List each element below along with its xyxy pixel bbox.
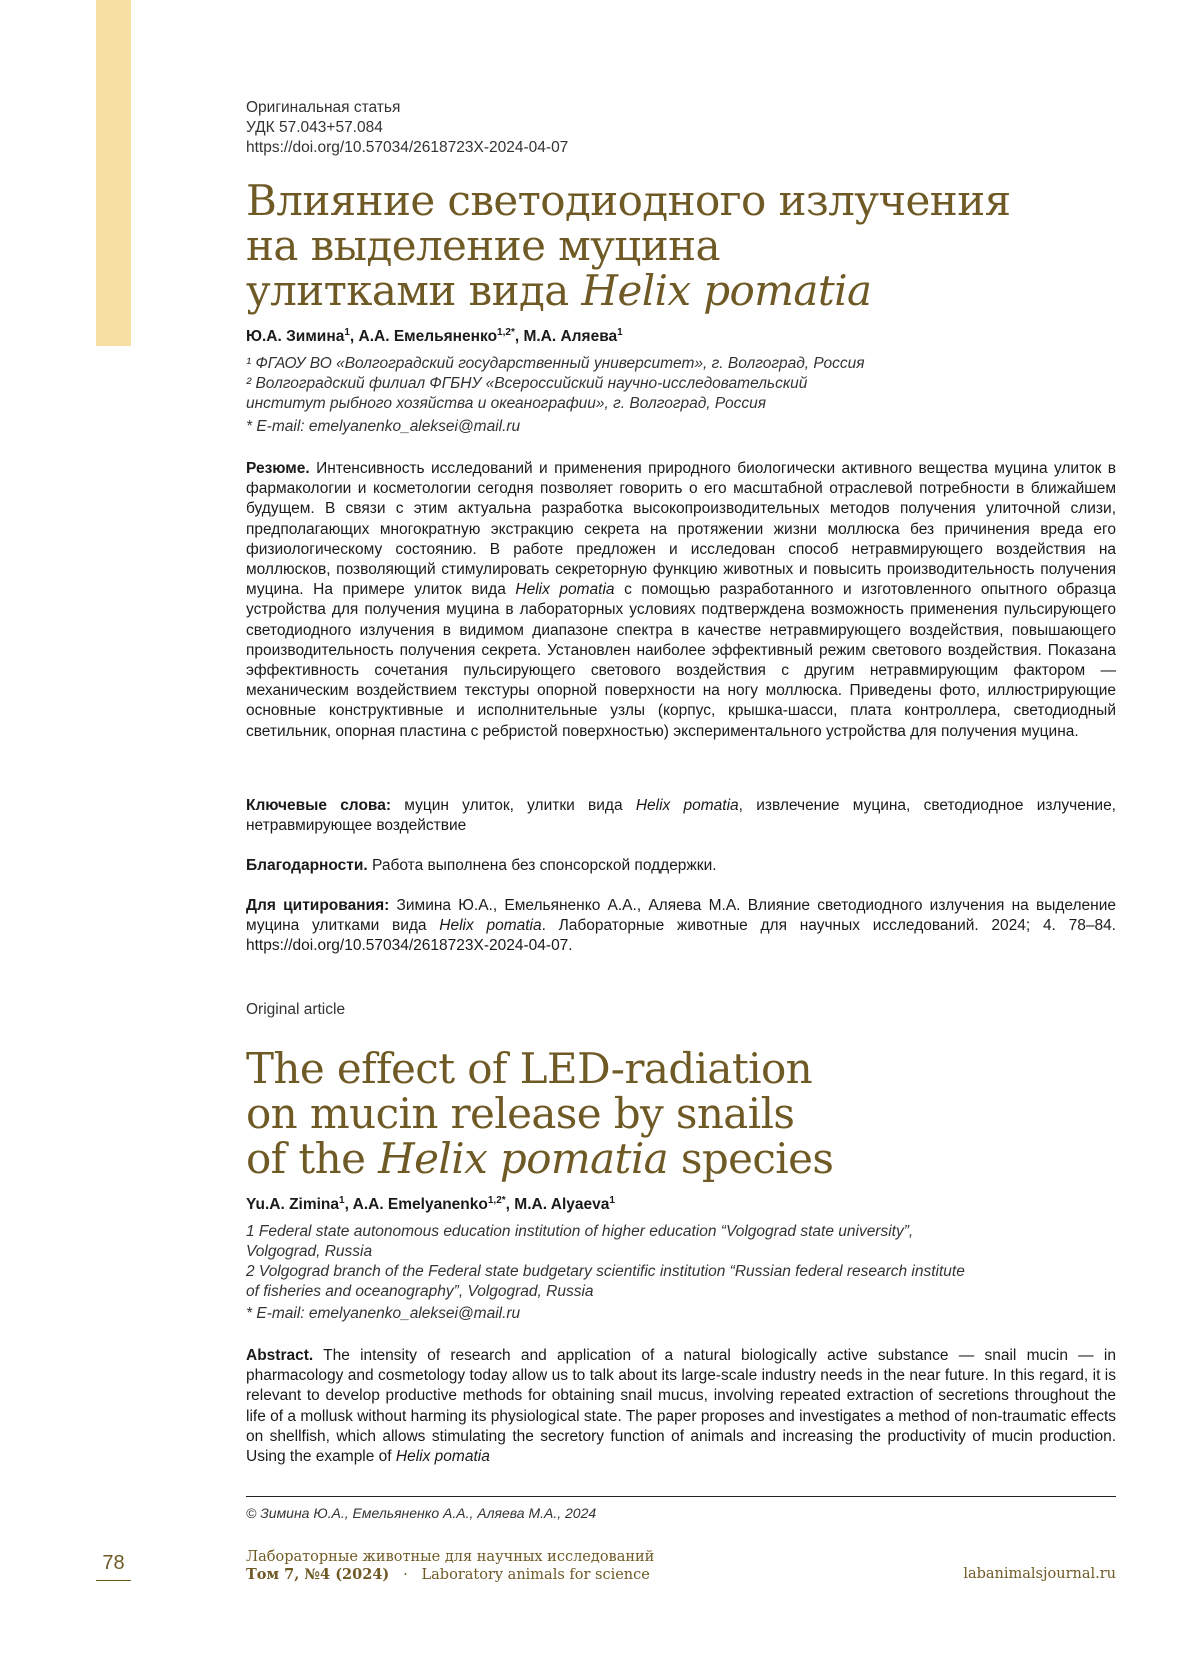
en-affiliation-1-line2: Volgograd, Russia xyxy=(246,1243,373,1260)
ru-authors: Ю.А. Зимина$^1$, А.А. Емельяненко$^{1,2*}$, М.А. Аляева$^1$ xyxy=(246,327,623,346)
ru-abstract-text-1: Интенсивность исследований и применения природного биологически активного вещества муцина улиток в фармакологии и косметологии сегодня позволяет говорить о его масштабной отраслевой потребности в ближайшем будущем. В связи с этим актуальна разработка высокопроизводительных методов получения улиточной слизи, предполагающих многократную экстракцию секрета на протяжении жизни моллюска без причинения вреда его физиологическому состоянию. В работе предложен и исследован способ нетравмирующего воздействия на моллюсков, позволяющий стимулировать секреторную функцию животных и повысить производительность получения муцина. На примере улиток вида xyxy=(246,460,1116,599)
en-author-1-sup: 1 xyxy=(339,1195,345,1206)
journal-info xyxy=(246,1548,654,1584)
ru-abstract-text-2: с помощью разработанного и изготовленного опытного образца устройства для получения муцина в лабораторных условиях подтверждена возможность применения пульсирующего светодиодного излучения в видимом диапазоне спектра в качестве нетравмирующего воздействия, повышающего производительность получения секрета. Установлен наиболее эффективный режим светового воздействия. Показана эффективность сочетания пульсирующего светового воздействия с другим нетравмирующим фактором — механическим воздействием текстуры опорной поверхности на ногу моллюска. Приведены фото, иллюстрирующие основные конструктивные и исполнительные узлы (корпус, крышка-шасси, плата контроллера, светодиодный светильник, опорная пластина с ребристой поверхностью) экспериментального устройства для получения муцина. xyxy=(246,581,1116,740)
journal-issue-line xyxy=(246,1566,654,1584)
ru-article-title xyxy=(246,178,1116,313)
en-affiliation-2-line1: 2 Volgograd branch of the Federal state budgetary scientific institution “Russian federal research institute xyxy=(246,1263,965,1280)
en-title-species: Helix pomatia xyxy=(378,1134,669,1183)
en-author-3: M.A. Alyaeva xyxy=(514,1196,610,1214)
en-abstract-label: Abstract. xyxy=(246,1347,314,1364)
en-title-line3 xyxy=(246,1136,1116,1181)
ru-author-1-sup: 1 xyxy=(344,327,350,338)
en-author-2-sup: 1,2* xyxy=(487,1195,506,1206)
en-abstract-text-1: The intensity of research and application of a natural biologically active substance — snail mucin — in pharmacology and cosmetology today allow us to talk about its large-scale industry needs in the near future. In this regard, it is relevant to develop productive methods for obtaining snail mucus, involving repeated extraction of secretions throughout the life of a mollusk without harming its physiological state. The paper proposes and investigates a method of non-traumatic effects on shellfish, which allows stimulating the secretory function of animals and increasing the productivity of mucin production. Using the example of xyxy=(246,1347,1116,1466)
en-affiliation-1-line1: 1 Federal state autonomous education institution of higher education “Volgograd state university”, xyxy=(246,1223,914,1240)
ru-abstract-species: Helix pomatia xyxy=(515,581,615,599)
ru-udk: УДК 57.043+57.084 xyxy=(246,119,383,136)
ru-author-3-sup: 1 xyxy=(617,327,623,338)
decorative-color-band xyxy=(96,0,131,346)
ru-abstract-label: Резюме. xyxy=(246,460,310,477)
en-author-3-sup: 1 xyxy=(609,1195,615,1206)
en-abstract xyxy=(246,1346,1116,1467)
ru-affiliation-2-line1: ² Волгоградский филиал ФГБНУ «Всероссийский научно-исследовательский xyxy=(246,375,808,392)
en-email[interactable]: * E-mail: emelyanenko_aleksei@mail.ru xyxy=(246,1305,521,1322)
page-number: 78 xyxy=(96,1548,131,1581)
ru-cite-label: Для цитирования: xyxy=(246,897,390,914)
journal-volume: Том 7, №4 (2024) xyxy=(246,1566,390,1583)
ru-keywords-text-1: муцин улиток, улитки вида xyxy=(391,797,636,814)
ru-meta-block xyxy=(246,98,1116,158)
ru-author-2: А.А. Емельяненко xyxy=(358,328,498,346)
ru-citation xyxy=(246,896,1116,957)
en-affiliations xyxy=(246,1222,1116,1302)
footer-divider xyxy=(246,1496,1116,1497)
en-article-type: Original article xyxy=(246,1001,346,1018)
journal-website-link[interactable]: labanimalsjournal.ru xyxy=(963,1566,1116,1582)
ru-cite-text-2: . Лабораторные животные для научных исследований. 2024; 4. 78–84. https://doi.org/10.57034/2618723X-2024-04-07. xyxy=(246,917,1116,955)
ru-author-3: М.А. Аляева xyxy=(523,328,618,346)
ru-article-type: Оригинальная статья xyxy=(246,99,401,116)
ru-cite-species: Helix pomatia xyxy=(439,917,542,935)
en-affiliation-2-line2: of fisheries and oceanography”, Volgograd, Russia xyxy=(246,1283,594,1300)
ru-keywords xyxy=(246,796,1116,836)
en-authors: Yu.A. Zimina$^1$, A.A. Emelyanenko$^{1,2*}$, M.A. Alyaeva$^1$ xyxy=(246,1195,615,1214)
en-article-title xyxy=(246,1046,1116,1181)
ru-keywords-text-2: , извлечение муцина, светодиодное излучение, нетравмирующее воздействие xyxy=(246,797,1116,835)
journal-name-en: Laboratory animals for science xyxy=(421,1567,650,1583)
ru-title-line2: на выделение муцина xyxy=(246,221,720,270)
ru-title-species: Helix pomatia xyxy=(581,266,872,315)
journal-separator: · xyxy=(403,1567,408,1583)
journal-name-ru: Лабораторные животные для научных исследований xyxy=(246,1549,655,1565)
en-title-line2: on mucin release by snails xyxy=(246,1089,795,1138)
ru-cite-text-1: Зимина Ю.А., Емельяненко А.А., Аляева М.А. Влияние светодиодного излучения на выделение муцина улитками вида xyxy=(246,897,1116,935)
ru-abstract xyxy=(246,459,1116,742)
ru-thanks-text: Работа выполнена без спонсорской поддержки. xyxy=(367,857,717,874)
ru-title-line3 xyxy=(246,268,1116,313)
en-title-line3-prefix: of the xyxy=(246,1134,379,1183)
copyright-notice: © Зимина Ю.А., Емельяненко А.А., Аляева М.А., 2024 xyxy=(246,1505,597,1521)
ru-author-2-sup: 1,2* xyxy=(497,327,515,338)
ru-acknowledgements xyxy=(246,856,1116,876)
en-title-line1: The effect of LED-radiation xyxy=(246,1044,813,1093)
ru-keywords-label: Ключевые слова: xyxy=(246,797,392,814)
ru-email[interactable]: * E-mail: emelyanenko_aleksei@mail.ru xyxy=(246,418,521,435)
ru-title-line3-prefix: улитками вида xyxy=(246,266,582,315)
ru-keywords-species: Helix pomatia xyxy=(635,797,739,814)
en-abstract-species: Helix pomatia xyxy=(395,1448,490,1466)
en-author-1: Yu.A. Zimina xyxy=(246,1196,340,1214)
ru-doi-link[interactable]: https://doi.org/10.57034/2618723X-2024-04-07 xyxy=(246,139,569,156)
ru-affiliations xyxy=(246,354,1116,414)
ru-title-line1: Влияние светодиодного излучения xyxy=(246,176,1011,225)
ru-affiliation-2-line2: институт рыбного хозяйства и океанографии», г. Волгоград, Россия xyxy=(246,395,767,412)
en-title-line3-suffix: species xyxy=(668,1134,834,1183)
ru-author-1: Ю.А. Зимина xyxy=(246,328,345,346)
ru-thanks-label: Благодарности. xyxy=(246,857,368,874)
ru-affiliation-1: ¹ ФГАОУ ВО «Волгоградский государственный университет», г. Волгоград, Россия xyxy=(246,355,865,372)
en-author-2: A.A. Emelyanenko xyxy=(352,1196,488,1214)
